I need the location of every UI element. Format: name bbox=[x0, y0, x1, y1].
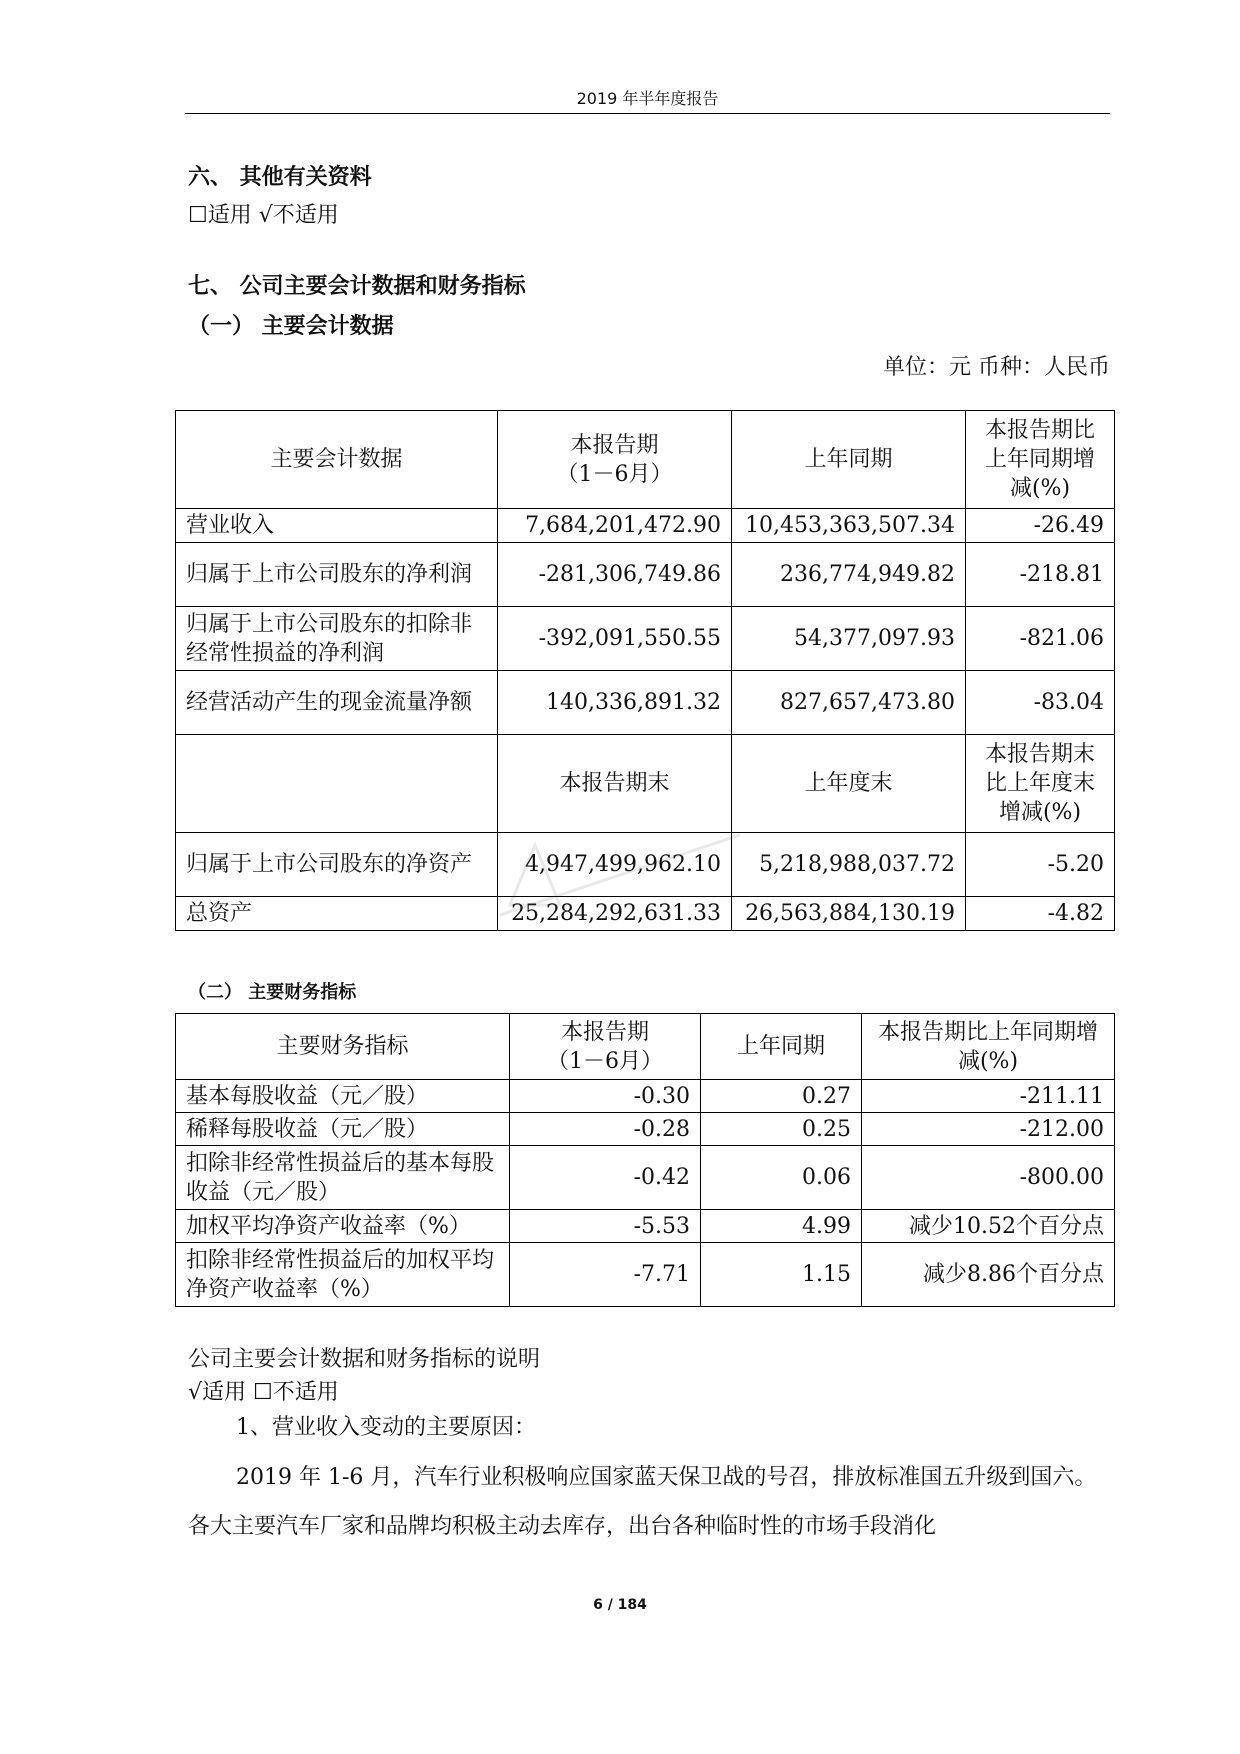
financial-indicator-table bbox=[175, 1013, 1115, 1307]
value-cell: -0.28 bbox=[510, 1113, 701, 1146]
header-cell: 主要财务指标 bbox=[176, 1014, 510, 1080]
row-label: 扣除非经常性损益后的加权平均净资产收益率（%） bbox=[176, 1243, 510, 1307]
header-cell: 上年度末 bbox=[732, 735, 966, 833]
value-cell: -392,091,550.55 bbox=[498, 607, 732, 671]
table-row bbox=[176, 671, 1115, 735]
table-row bbox=[176, 509, 1115, 543]
value-cell: -5.20 bbox=[966, 833, 1115, 897]
section-7-title: 七、 公司主要会计数据和财务指标 bbox=[188, 274, 526, 299]
value-cell: -211.11 bbox=[862, 1080, 1115, 1113]
table-row bbox=[176, 607, 1115, 671]
header-cell: 本报告期末比上年度末增减(%) bbox=[966, 735, 1115, 833]
row-label: 归属于上市公司股东的净利润 bbox=[176, 543, 498, 607]
value-cell: 减少10.52个百分点 bbox=[862, 1210, 1115, 1243]
header-cell bbox=[176, 735, 498, 833]
value-cell: 5,218,988,037.72 bbox=[732, 833, 966, 897]
row-label: 基本每股收益（元／股） bbox=[176, 1080, 510, 1113]
header-cell: 本报告期比上年同期增减(%) bbox=[862, 1014, 1115, 1080]
value-cell: -281,306,749.86 bbox=[498, 543, 732, 607]
value-cell: -7.71 bbox=[510, 1243, 701, 1307]
value-cell: -0.42 bbox=[510, 1146, 701, 1210]
watermark-logo bbox=[490, 815, 750, 935]
value-cell: -212.00 bbox=[862, 1113, 1115, 1146]
value-cell: 140,336,891.32 bbox=[498, 671, 732, 735]
row-label: 扣除非经常性损益后的基本每股收益（元／股） bbox=[176, 1146, 510, 1210]
value-cell: 10,453,363,507.34 bbox=[732, 509, 966, 543]
header-cell: 本报告期 （1－6月） bbox=[498, 411, 732, 509]
value-cell: 4,947,499,962.10 bbox=[498, 833, 732, 897]
value-cell: 0.06 bbox=[701, 1146, 862, 1210]
row-label: 加权平均净资产收益率（%） bbox=[176, 1210, 510, 1243]
notes-paragraph: 2019 年 1-6 月，汽车行业积极响应国家蓝天保卫战的号召，排放标准国五升级到国六。各大主要汽车厂家和品牌均积极主动去库存，出台各种临时性的市场手段消化 bbox=[188, 1465, 1097, 1539]
row-label: 总资产 bbox=[176, 897, 498, 931]
row-label: 归属于上市公司股东的扣除非经常性损益的净利润 bbox=[176, 607, 498, 671]
header-cell: 主要会计数据 bbox=[176, 411, 498, 509]
value-cell: 7,684,201,472.90 bbox=[498, 509, 732, 543]
section-6-options: ☐适用 √不适用 bbox=[188, 203, 339, 228]
table-row bbox=[176, 1080, 1115, 1113]
notes-item-1: 1、营业收入变动的主要原因： bbox=[236, 1415, 536, 1440]
value-cell: -218.81 bbox=[966, 543, 1115, 607]
header-rule bbox=[185, 113, 1110, 114]
table-header-row bbox=[176, 411, 1115, 509]
value-cell: 减少8.86个百分点 bbox=[862, 1243, 1115, 1307]
unit-label: 单位：元 币种：人民币 bbox=[883, 355, 1110, 380]
notes-title: 公司主要会计数据和财务指标的说明 bbox=[188, 1347, 541, 1372]
row-label: 稀释每股收益（元／股） bbox=[176, 1113, 510, 1146]
value-cell: 1.15 bbox=[701, 1243, 862, 1307]
table-row bbox=[176, 1243, 1115, 1307]
value-cell: -821.06 bbox=[966, 607, 1115, 671]
header-cell: 上年同期 bbox=[701, 1014, 862, 1080]
value-cell: -800.00 bbox=[862, 1146, 1115, 1210]
table-row bbox=[176, 1146, 1115, 1210]
notes-options: √适用 ☐不适用 bbox=[188, 1380, 339, 1405]
value-cell: 0.27 bbox=[701, 1080, 862, 1113]
value-cell: 0.25 bbox=[701, 1113, 862, 1146]
table-header-row bbox=[176, 1014, 1115, 1080]
table-row bbox=[176, 543, 1115, 607]
section-7-sub1: （一） 主要会计数据 bbox=[188, 314, 394, 339]
page-header: 2019 年半年度报告 bbox=[576, 89, 719, 108]
value-cell: -26.49 bbox=[966, 509, 1115, 543]
value-cell: -0.30 bbox=[510, 1080, 701, 1113]
value-cell: -4.82 bbox=[966, 897, 1115, 931]
row-label: 归属于上市公司股东的净资产 bbox=[176, 833, 498, 897]
header-cell: 本报告期末 bbox=[498, 735, 732, 833]
header-cell: 上年同期 bbox=[732, 411, 966, 509]
page-number: 6 / 184 bbox=[593, 1597, 647, 1613]
header-cell: 本报告期比上年同期增减(%) bbox=[966, 411, 1115, 509]
value-cell: 4.99 bbox=[701, 1210, 862, 1243]
row-label: 营业收入 bbox=[176, 509, 498, 543]
section-6-title: 六、 其他有关资料 bbox=[188, 165, 372, 190]
header-cell: 本报告期 （1－6月） bbox=[510, 1014, 701, 1080]
value-cell: -5.53 bbox=[510, 1210, 701, 1243]
row-label: 经营活动产生的现金流量净额 bbox=[176, 671, 498, 735]
value-cell: 827,657,473.80 bbox=[732, 671, 966, 735]
value-cell: 54,377,097.93 bbox=[732, 607, 966, 671]
table-row bbox=[176, 1210, 1115, 1243]
value-cell: 26,563,884,130.19 bbox=[732, 897, 966, 931]
table-row bbox=[176, 1113, 1115, 1146]
value-cell: 25,284,292,631.33 bbox=[498, 897, 732, 931]
value-cell: 236,774,949.82 bbox=[732, 543, 966, 607]
value-cell: -83.04 bbox=[966, 671, 1115, 735]
section-7-sub2: （二） 主要财务指标 bbox=[188, 982, 357, 1003]
